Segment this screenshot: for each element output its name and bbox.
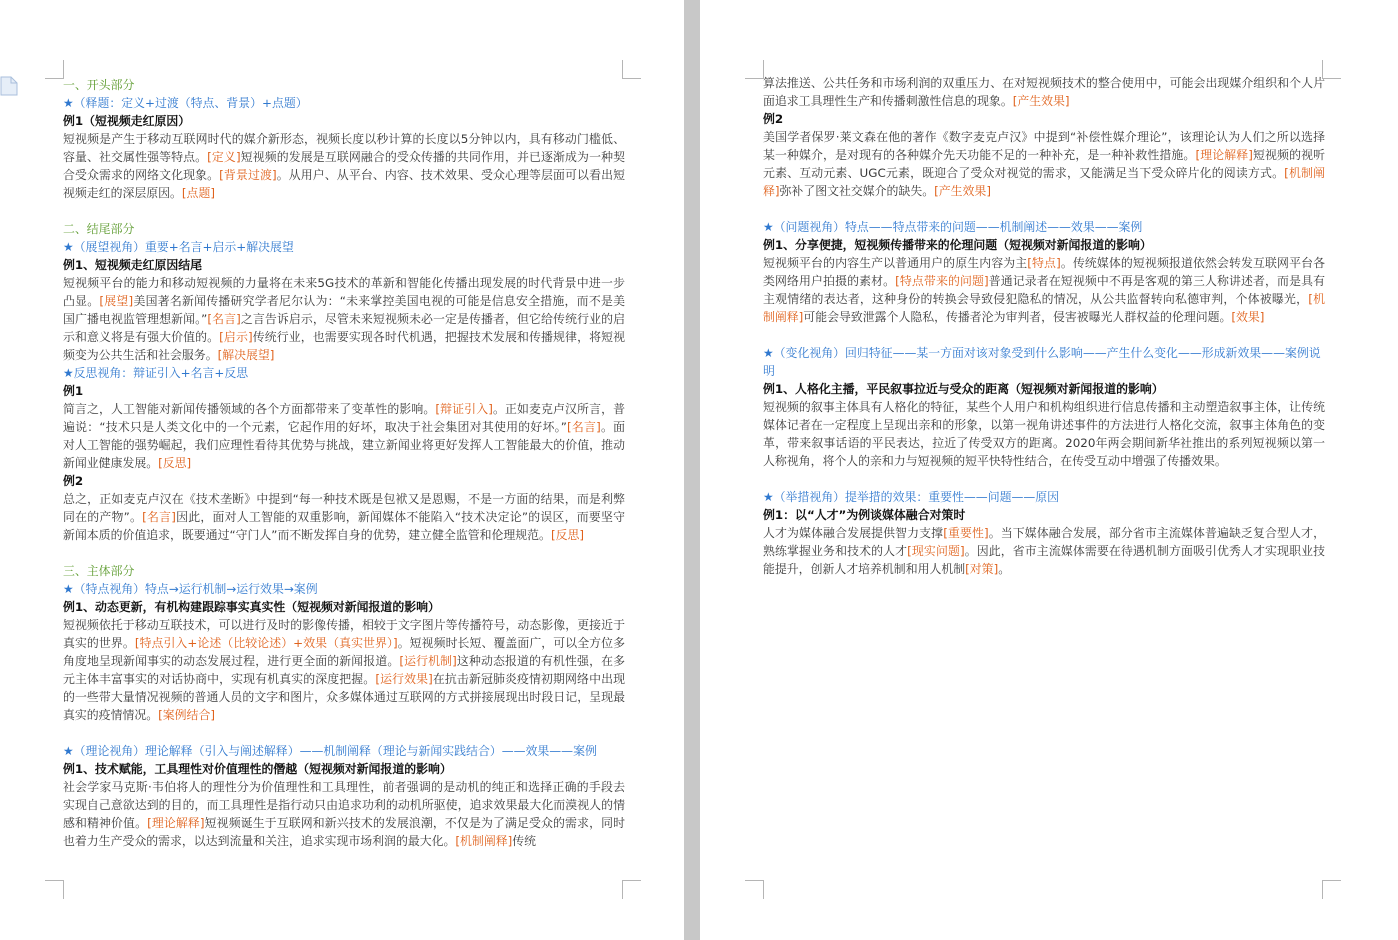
text-run: 例1、分享便捷，短视频传播带来的伦理问题（短视频对新闻报道的影响） — [763, 238, 1152, 252]
annotation-tag: [现实问题] — [907, 544, 965, 558]
text-run: 例2 — [763, 112, 784, 126]
text-run: 简言之，人工智能对新闻传播领域的各个方面都带来了变革性的影响。 — [63, 402, 436, 416]
annotation-tag: [特点带来的问题] — [895, 274, 989, 288]
example-title — [63, 256, 625, 274]
annotation-tag: [机制阐释] — [455, 834, 513, 848]
crop-mark — [1322, 880, 1341, 899]
text-run: 。正如麦克卢汉所言，普遍说：“技术只是人类文化中的一个元素，它起作用的好坏，取决于社会集团对其使用的好坏。” — [63, 402, 625, 434]
section-heading — [63, 76, 625, 94]
text-run: 。面对人工智能的强势崛起，我们应理性看待其优势与挑战，建立新闻业将更好发挥人工智能最大的价值，推动新闻业健康发展。 — [63, 420, 625, 470]
text-run: 例1：以“人才”为例谈媒体融合对策时 — [763, 508, 966, 522]
text-run: 例1、技术赋能，工具理性对价值理性的僭越（短视频对新闻报道的影响） — [63, 762, 452, 776]
annotation-tag: [反思] — [550, 528, 585, 542]
crop-mark — [745, 880, 764, 899]
document-section — [63, 220, 625, 544]
text-run: 。传统媒体的短视频报道依然会转发互联网平台各类网络用户拍摄的素材。 — [763, 256, 1325, 288]
annotation-tag: [机制阐释] — [763, 292, 1325, 324]
text-run: 三、主体部分 — [63, 564, 135, 578]
text-run: 传统 — [512, 834, 537, 848]
text-run: 。从用户、从平台、内容、技术效果、受众心理等层面可以看出短视频走红的深层原因。 — [63, 168, 625, 200]
text-run: 。因此，省市主流媒体需要在待遇机制方面吸引优秀人才实现职业技能提升，创新人才培养机制和用人机制 — [763, 544, 1325, 576]
text-run: 短视频诞生于互联网和新兴技术的发展浪潮，不仅是为了满足受众的需求，同时也着力生产受众的需求，以达到流量和关注，追求实现市场利润的最大化。 — [63, 816, 625, 848]
crop-mark — [622, 880, 641, 899]
document-section — [63, 562, 625, 724]
crop-mark — [745, 60, 764, 79]
text-run: 例1 — [63, 384, 84, 398]
page-content — [63, 76, 625, 868]
annotation-tag: [效果] — [1231, 310, 1265, 324]
text-run: 短视频依托于移动互联技术，可以进行及时的影像传播，相较于文字图片等传播符号，动态影像，更接近于真实的世界。 — [63, 618, 625, 650]
annotation-tag: [辩证引入] — [435, 402, 493, 416]
text-run: ★（特点视角）特点→运行机制→运行效果→案例 — [63, 582, 318, 596]
text-run: 短视频平台的能力和移动短视频的力量将在未来5G技术的革新和智能化传播出现发展的时代背景中进一步凸显。 — [63, 276, 625, 308]
annotation-tag: [产生效果] — [934, 184, 991, 198]
annotation-tag: [背景过渡] — [219, 168, 277, 182]
annotation-tag: [名言] — [566, 420, 601, 434]
annotation-tag: [名言] — [207, 312, 241, 326]
annotation-tag: [理论解释] — [1195, 148, 1253, 162]
paragraph — [63, 490, 625, 544]
annotation-tag: [对策] — [965, 562, 999, 576]
document-page-2 — [700, 0, 1398, 940]
text-run: 短视频的发展是互联网融合的受众传播的共同作用，并已逐渐成为一种契合受众需求的网络文化现象。 — [63, 150, 625, 182]
example-title — [63, 382, 625, 400]
paragraph — [63, 616, 625, 724]
annotation-tag: [运行机制] — [399, 654, 457, 668]
text-run: 短视频是产生于移动互联网时代的媒介新形态，视频长度以秒计算的长度以5分钟以内，具有移动门槛低、容量、社交属性强等特点。 — [63, 132, 625, 164]
text-run: 例2 — [63, 474, 84, 488]
document-section — [63, 742, 625, 850]
annotation-tag: [理论解释] — [147, 816, 205, 830]
annotation-tag: [产生效果] — [1012, 94, 1070, 108]
method-heading — [763, 344, 1325, 380]
text-run: 。当下媒体融合发展，部分省市主流媒体普遍缺乏复合型人才，熟练掌握业务和技术的人才 — [763, 526, 1325, 558]
text-run: 美国著名新闻传播研究学者尼尔认为：“未来掌控美国电视的可能是信息安全措施，而不是美国广播电视监管理想新闻。” — [63, 294, 625, 326]
text-run: 短视频平台的内容生产以普通用户的原生内容为主 — [763, 256, 1028, 270]
example-title — [763, 506, 1325, 524]
text-run: 普通记录者在短视频中不再是客观的第三人称讲述者，而是具有主观情绪的表达者，这种身份的转换会导致侵犯隐私的情况，从公共监督转向私德审判，个体被曝光， — [763, 274, 1325, 306]
method-heading — [763, 218, 1325, 236]
annotation-tag: [重要性] — [943, 526, 989, 540]
example-title — [763, 110, 1325, 128]
text-run: ★反思视角：辩证引入+名言+反思 — [63, 366, 249, 380]
text-run: 在抗击新冠肺炎疫情初期网络中出现的一些带大量情况视频的普通人员的文字和图片，众多媒体通过互联网的方式拼接展现出时段日记，呈现最真实的疫情情况。 — [63, 672, 625, 722]
text-run: ★（举措视角）提举措的效果：重要性——问题——原因 — [763, 490, 1060, 504]
page-gutter — [684, 0, 700, 940]
text-run: 例1、人格化主播，平民叙事拉近与受众的距离（短视频对新闻报道的影响） — [763, 382, 1164, 396]
annotation-tag: [启示] — [219, 330, 253, 344]
document-section — [763, 74, 1325, 200]
crop-mark — [45, 880, 64, 899]
method-heading — [63, 742, 625, 760]
method-heading — [63, 238, 625, 256]
paragraph — [63, 400, 625, 472]
text-run: ★（变化视角）回归特征——某一方面对该对象受到什么影响——产生什么变化——形成新效果——案例说明 — [763, 346, 1321, 378]
text-run: 总之，正如麦克卢汉在《技术垄断》中提到“每一种技术既是包袱又是恩赐，不是一方面的结果，而是利弊同在的产物”。 — [63, 492, 625, 524]
text-run: 二、结尾部分 — [63, 222, 135, 236]
paragraph — [763, 398, 1325, 470]
method-heading — [63, 94, 625, 112]
method-heading — [63, 364, 625, 382]
method-heading — [63, 580, 625, 598]
text-run: 社会学家马克斯·韦伯将人的理性分为价值理性和工具理性，前者强调的是动机的纯正和选择正确的手段去实现自己意欲达到的目的，而工具理性是指行动只由追求功利的动机所驱使，追求效果最大化而漠视人的情感和精神价值。 — [63, 780, 625, 830]
document-icon[interactable] — [0, 76, 18, 96]
text-run: 短视频的叙事主体具有人格化的特征，某些个人用户和机构组织进行信息传播和主动塑造叙事主体，让传统媒体记者在一定程度上呈现出亲和的形象，以第一视角讲述事件的方法进行人格化交流，叙事主体角色的变革，带来叙事话语的平民表达，拉近了传受双方的距离。2020年两会期间新华社推出的系列短视频以第一人称视角，将个人的亲和力与短视频的短平快特性结合，在传受互动中增强了传播效果。 — [763, 400, 1325, 468]
example-title — [63, 112, 625, 130]
text-run: 可能会导致泄露个人隐私，传播者沦为审判者，侵害被曝光人群权益的伦理问题。 — [803, 310, 1232, 324]
page-content — [763, 74, 1325, 596]
example-title — [63, 598, 625, 616]
text-run: ★（释题：定义+过渡（特点、背景）+点题） — [63, 96, 308, 110]
paragraph — [763, 128, 1325, 200]
annotation-tag: [反思] — [158, 456, 192, 470]
text-run: 之言告诉启示，尽管未来短视频未必一定是传播者，但它给传统行业的启示和意义将是有强大价值的。 — [63, 312, 625, 344]
text-run: 。 — [998, 562, 1011, 576]
paragraph — [763, 74, 1325, 110]
paragraph — [63, 778, 625, 850]
document-page-1 — [0, 0, 684, 940]
text-run: 因此，面对人工智能的双重影响，新闻媒体不能陷入“技术决定论”的误区，而要坚守新闻本质的价值追求，既要通过“守门人”而不断发挥自身的优势，建立健全监管和伦理规范。 — [63, 510, 625, 542]
annotation-tag: [展望] — [99, 294, 134, 308]
text-run: 短视频的视听元素、互动元素、UGC元素，既迎合了受众对视觉的需求，又能满足当下受众碎片化的阅读方式。 — [763, 148, 1325, 180]
example-title — [63, 760, 625, 778]
annotation-tag: [点题] — [181, 186, 215, 200]
method-heading — [763, 488, 1325, 506]
example-title — [763, 380, 1325, 398]
example-title — [63, 472, 625, 490]
text-run: 例1、动态更新，有机构建跟踪事实真实性（短视频对新闻报道的影响） — [63, 600, 440, 614]
section-heading — [63, 220, 625, 238]
annotation-tag: [特点引入+论述（比较论述）+效果（真实世界）] — [134, 636, 398, 650]
document-section — [63, 76, 625, 202]
text-run: 例1、短视频走红原因结尾 — [63, 258, 203, 272]
text-run: 一、开头部分 — [63, 78, 135, 92]
text-run: 弥补了图文社交媒介的缺失。 — [779, 184, 935, 198]
annotation-tag: [特点] — [1027, 256, 1061, 270]
document-section — [763, 344, 1325, 470]
text-run: 。短视频时长短、覆盖面广，可以全方位多角度地呈现新闻事实的动态发展过程，进行更全面的新闻报道。 — [63, 636, 625, 668]
text-run: 例1（短视频走红原因） — [63, 114, 191, 128]
paragraph — [763, 254, 1325, 326]
text-run: 人才为媒体融合发展提供智力支撑 — [763, 526, 944, 540]
example-title — [763, 236, 1325, 254]
section-heading — [63, 562, 625, 580]
crop-mark — [45, 60, 64, 79]
annotation-tag: [机制阐释] — [763, 166, 1325, 198]
annotation-tag: [案例结合] — [158, 708, 215, 722]
document-section — [763, 488, 1325, 578]
text-run: ★（理论视角）理论解释（引入与阐述解释）——机制阐释（理论与新闻实践结合）——效果——案例 — [63, 744, 597, 758]
text-run: ★（问题视角）特点——特点带来的问题——机制阐述——效果——案例 — [763, 220, 1143, 234]
annotation-tag: [名言] — [142, 510, 176, 524]
text-run: 算法推送、公共任务和市场利润的双重压力、在对短视频技术的整合使用中，可能会出现媒介组织和个人片面追求工具理性生产和传播刺激性信息的现象。 — [763, 76, 1325, 108]
annotation-tag: [定义] — [207, 150, 241, 164]
text-run: 传统行业，也需要实现各时代机遇，把握技术发展和传播规律，将短视频变为公共生活和社会服务。 — [63, 330, 625, 362]
paragraph — [63, 274, 625, 364]
text-run: 这种动态报道的有机性强，在多元主体丰富事实的对话协商中，实现有机真实的深度把握。 — [63, 654, 625, 686]
text-run: ★（展望视角）重要+名言+启示+解决展望 — [63, 240, 294, 254]
annotation-tag: [解决展望] — [217, 348, 275, 362]
paragraph — [763, 524, 1325, 578]
document-section — [763, 218, 1325, 326]
text-run: 美国学者保罗·莱文森在他的著作《数字麦克卢汉》中提到“补偿性媒介理论”，该理论认为人们之所以选择某一种媒介，是对现有的各种媒介先天功能不足的一种补充，是一种补救性措施。 — [763, 130, 1325, 162]
paragraph — [63, 130, 625, 202]
annotation-tag: [运行效果] — [375, 672, 433, 686]
